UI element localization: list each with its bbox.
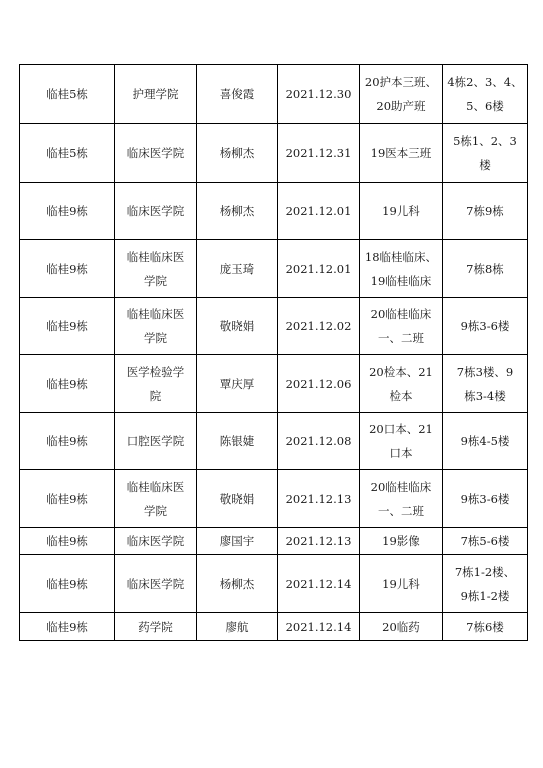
date-cell: 2021.12.13: [278, 470, 360, 528]
table-row: [20, 528, 528, 555]
building-cell: 临桂9栋: [20, 555, 115, 613]
destination-cell: 9栋3-6楼: [443, 470, 528, 528]
date-cell: 2021.12.31: [278, 124, 360, 183]
building-cell: 临桂5栋: [20, 124, 115, 183]
classes-cell: 20临药: [360, 613, 443, 641]
table-row: [20, 470, 528, 528]
person-cell: 敬晓娟: [197, 298, 278, 355]
destination-cell: 5栋1、2、3 楼: [443, 124, 528, 183]
person-cell: 廖航: [197, 613, 278, 641]
destination-cell: 9栋3-6楼: [443, 298, 528, 355]
table-row: [20, 613, 528, 641]
classes-cell: 20临桂临床 一、二班: [360, 470, 443, 528]
building-cell: 临桂9栋: [20, 240, 115, 298]
table-row: [20, 183, 528, 240]
building-cell: 临桂5栋: [20, 65, 115, 124]
person-cell: 杨柳杰: [197, 124, 278, 183]
college-cell: 临桂临床医 学院: [115, 298, 197, 355]
person-cell: 廖国宇: [197, 528, 278, 555]
classes-cell: 19医本三班: [360, 124, 443, 183]
classes-cell: 20临桂临床 一、二班: [360, 298, 443, 355]
destination-cell: 7栋1-2楼、 9栋1-2楼: [443, 555, 528, 613]
building-cell: 临桂9栋: [20, 528, 115, 555]
destination-cell: 7栋8栋: [443, 240, 528, 298]
college-cell: 临桂临床医 学院: [115, 470, 197, 528]
person-cell: 陈银婕: [197, 413, 278, 470]
classes-cell: 20检本、21 检本: [360, 355, 443, 413]
date-cell: 2021.12.02: [278, 298, 360, 355]
college-cell: 口腔医学院: [115, 413, 197, 470]
date-cell: 2021.12.30: [278, 65, 360, 124]
classes-cell: 19儿科: [360, 555, 443, 613]
building-cell: 临桂9栋: [20, 355, 115, 413]
college-cell: 临床医学院: [115, 528, 197, 555]
date-cell: 2021.12.14: [278, 555, 360, 613]
person-cell: 杨柳杰: [197, 183, 278, 240]
date-cell: 2021.12.01: [278, 240, 360, 298]
building-cell: 临桂9栋: [20, 470, 115, 528]
date-cell: 2021.12.14: [278, 613, 360, 641]
classes-cell: 20口本、21 口本: [360, 413, 443, 470]
destination-cell: 7栋6楼: [443, 613, 528, 641]
college-cell: 临床医学院: [115, 124, 197, 183]
building-cell: 临桂9栋: [20, 183, 115, 240]
person-cell: 杨柳杰: [197, 555, 278, 613]
destination-cell: 7栋9栋: [443, 183, 528, 240]
date-cell: 2021.12.08: [278, 413, 360, 470]
college-cell: 医学检验学 院: [115, 355, 197, 413]
building-cell: 临桂9栋: [20, 298, 115, 355]
person-cell: 庞玉琦: [197, 240, 278, 298]
person-cell: 喜俊霞: [197, 65, 278, 124]
person-cell: 覃庆厚: [197, 355, 278, 413]
date-cell: 2021.12.13: [278, 528, 360, 555]
college-cell: 临床医学院: [115, 555, 197, 613]
destination-cell: 9栋4-5楼: [443, 413, 528, 470]
destination-cell: 4栋2、3、4、 5、6楼: [443, 65, 528, 124]
table-row: [20, 65, 528, 124]
building-cell: 临桂9栋: [20, 613, 115, 641]
classes-cell: 19影像: [360, 528, 443, 555]
table-row: [20, 124, 528, 183]
classes-cell: 19儿科: [360, 183, 443, 240]
college-cell: 临床医学院: [115, 183, 197, 240]
classes-cell: 18临桂临床、 19临桂临床: [360, 240, 443, 298]
table-row: [20, 355, 528, 413]
destination-cell: 7栋3楼、9 栋3-4楼: [443, 355, 528, 413]
table-row: [20, 240, 528, 298]
building-cell: 临桂9栋: [20, 413, 115, 470]
table-row: [20, 555, 528, 613]
schedule-table: [19, 64, 528, 641]
classes-cell: 20护本三班、 20助产班: [360, 65, 443, 124]
college-cell: 临桂临床医 学院: [115, 240, 197, 298]
person-cell: 敬晓娟: [197, 470, 278, 528]
schedule-table-body: [20, 65, 528, 641]
date-cell: 2021.12.06: [278, 355, 360, 413]
destination-cell: 7栋5-6楼: [443, 528, 528, 555]
table-row: [20, 413, 528, 470]
college-cell: 药学院: [115, 613, 197, 641]
date-cell: 2021.12.01: [278, 183, 360, 240]
table-row: [20, 298, 528, 355]
college-cell: 护理学院: [115, 65, 197, 124]
